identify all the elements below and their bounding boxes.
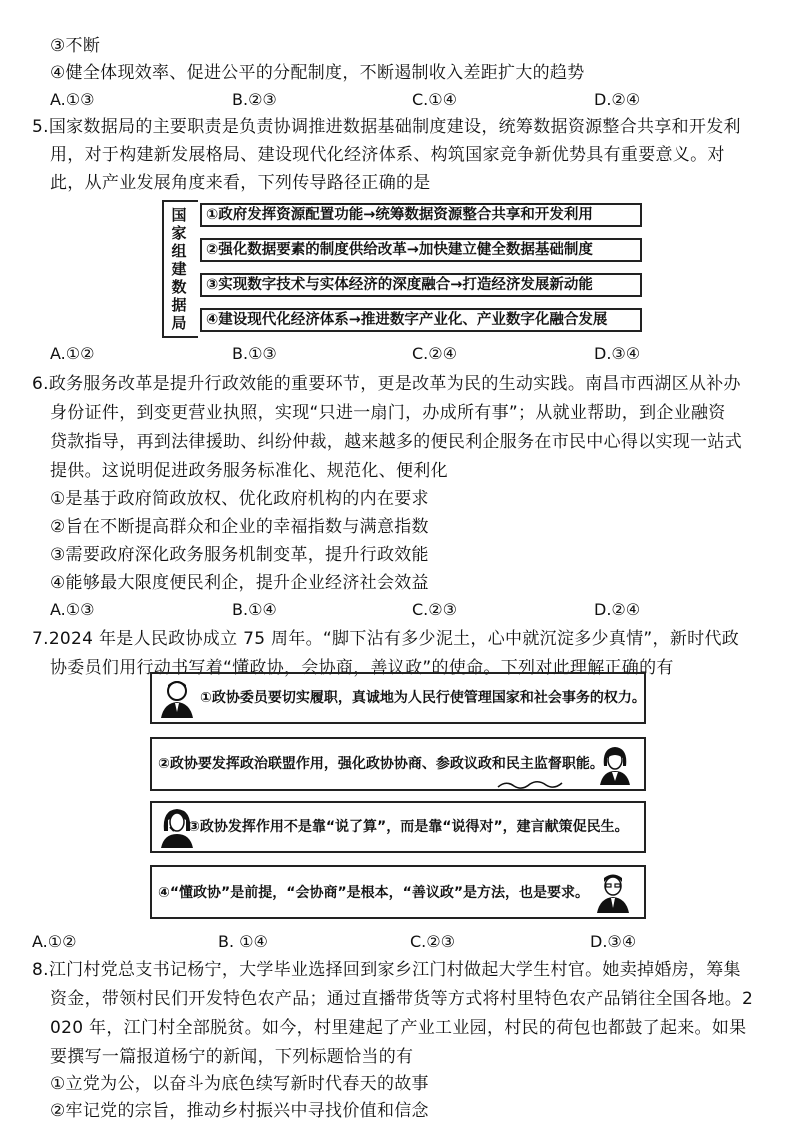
q7-panel-1-text: ①政协委员要切实履职，真诚地为人民行使管理国家和社会事务的权力。 xyxy=(200,690,646,706)
prev-option-a: A.①③ xyxy=(50,90,95,109)
woman-avatar-icon xyxy=(596,744,634,786)
prev-option-b: B.②③ xyxy=(232,90,277,109)
prev-item-3: ③不断 xyxy=(50,36,101,56)
q8-item-2: ②牢记党的宗旨，推动乡村振兴中寻找价值和信念 xyxy=(50,1101,429,1121)
q5-path-box-3: ③实现数字技术与实体经济的深度融合→打造经济发展新动能 xyxy=(200,273,642,297)
q8-stem-line-4: 要撰写一篇报道杨宁的新闻，下列标题恰当的有 xyxy=(50,1047,414,1067)
prev-option-d: D.②④ xyxy=(594,90,641,109)
q7-panel-4 xyxy=(150,865,646,919)
q8-stem-line-2: 资金，带领村民们开发特色农产品；通过直播带货等方式将村里特色农产品销往全国各地。2 xyxy=(50,989,754,1009)
q7-panel-4-text: ④“懂政协”是前提，“会协商”是根本，“善议政”是方法，也是要求。 xyxy=(158,885,590,901)
q7-option-b: B. ①④ xyxy=(218,932,268,951)
q6-stem-line-2: 身份证件，到变更营业执照，实现“只进一扇门，办成所有事”；从就业帮助，到企业融资 xyxy=(50,403,726,423)
q5-option-b: B.①③ xyxy=(232,344,277,363)
q6-item-1: ①是基于政府简政放权、优化政府机构的内在要求 xyxy=(50,489,429,509)
q7-stem-line-2: 协委员们用行动书写着“懂政协，会协商，善议政”的使命。下列对此理解正确的有 xyxy=(50,658,674,678)
q6-option-b: B.①④ xyxy=(232,600,277,619)
q6-item-3: ③需要政府深化政务服务机制变革，提升行政效能 xyxy=(50,545,429,565)
q6-item-4: ④能够最大限度便民利企，提升企业经济社会效益 xyxy=(50,573,429,593)
prev-option-c: C.①④ xyxy=(412,90,457,109)
q6-stem-line-1: 6.政务服务改革是提升行政效能的重要环节，更是改革为民的生动实践。南昌市西湖区从补办 xyxy=(32,374,741,394)
q6-stem-line-3: 贷款指导，再到法律援助、纠纷仲裁，越来越多的便民利企服务在市民中心得以实现一站式 xyxy=(50,432,742,452)
q8-item-1: ①立党为公，以奋斗为底色续写新时代春天的故事 xyxy=(50,1074,429,1094)
q5-path-box-4: ④建设现代化经济体系→推进数字产业化、产业数字化融合发展 xyxy=(200,308,642,332)
q6-option-c: C.②③ xyxy=(412,600,457,619)
q5-option-d: D.③④ xyxy=(594,344,641,363)
q6-item-2: ②旨在不断提高群众和企业的幸福指数与满意指数 xyxy=(50,517,429,537)
q5-option-c: C.②④ xyxy=(412,344,457,363)
q8-stem-line-1: 8.江门村党总支书记杨宁，大学毕业选择回到家乡江门村做起大学生村官。她卖掉婚房，筹集 xyxy=(32,960,741,980)
q8-stem-line-3: 020 年，江门村全部脱贫。如今，村里建起了产业工业园，村民的荷包也都鼓了起来。如果 xyxy=(50,1018,747,1038)
q6-option-d: D.②④ xyxy=(594,600,641,619)
q5-path-box-1: ①政府发挥资源配置功能→统筹数据资源整合共享和开发利用 xyxy=(200,203,642,227)
prev-item-4: ④健全体现效率、促进公平的分配制度，不断遏制收入差距扩大的趋势 xyxy=(50,63,585,83)
man-avatar-icon xyxy=(158,678,196,720)
q7-option-d: D.③④ xyxy=(590,932,637,951)
q6-stem-line-4: 提供。这说明促进政务服务标准化、规范化、便利化 xyxy=(50,461,448,481)
q7-option-c: C.②③ xyxy=(410,932,455,951)
q7-panel-2-text: ②政协要发挥政治联盟作用，强化政协协商、参政议政和民主监督职能。 xyxy=(158,756,604,772)
q5-option-a: A.①② xyxy=(50,344,95,363)
q5-stem-line-2: 用，对于构建新发展格局、建设现代化经济体系、构筑国家竞争新优势具有重要意义。对 xyxy=(50,145,725,165)
man-glasses-avatar-icon xyxy=(594,872,632,914)
q5-stem-line-1: 5.国家数据局的主要职责是负责协调推进数据基础制度建设，统筹数据资源整合共享和开发利 xyxy=(32,117,741,137)
pen-scribble-icon xyxy=(496,778,566,792)
q5-path-box-2: ②强化数据要素的制度供给改革→加快建立健全数据基础制度 xyxy=(200,238,642,262)
q7-panel-1 xyxy=(150,672,646,724)
q7-stem-line-1: 7.2024 年是人民政协成立 75 周年。“脚下沾有多少泥土，心中就沉淀多少真情”，新时代政 xyxy=(32,629,740,649)
q5-diagram-label: 国家组建数据局 xyxy=(171,206,187,332)
q7-option-a: A.①② xyxy=(32,932,77,951)
q7-panel-3-text: ③政协发挥作用不是靠“说了算”，而是靠“说得对”，建言献策促民生。 xyxy=(188,819,629,835)
q6-option-a: A.①③ xyxy=(50,600,95,619)
q5-stem-line-3: 此，从产业发展角度来看，下列传导路径正确的是 xyxy=(50,173,431,193)
q7-panel-2 xyxy=(150,737,646,791)
q7-panel-3 xyxy=(150,801,646,853)
